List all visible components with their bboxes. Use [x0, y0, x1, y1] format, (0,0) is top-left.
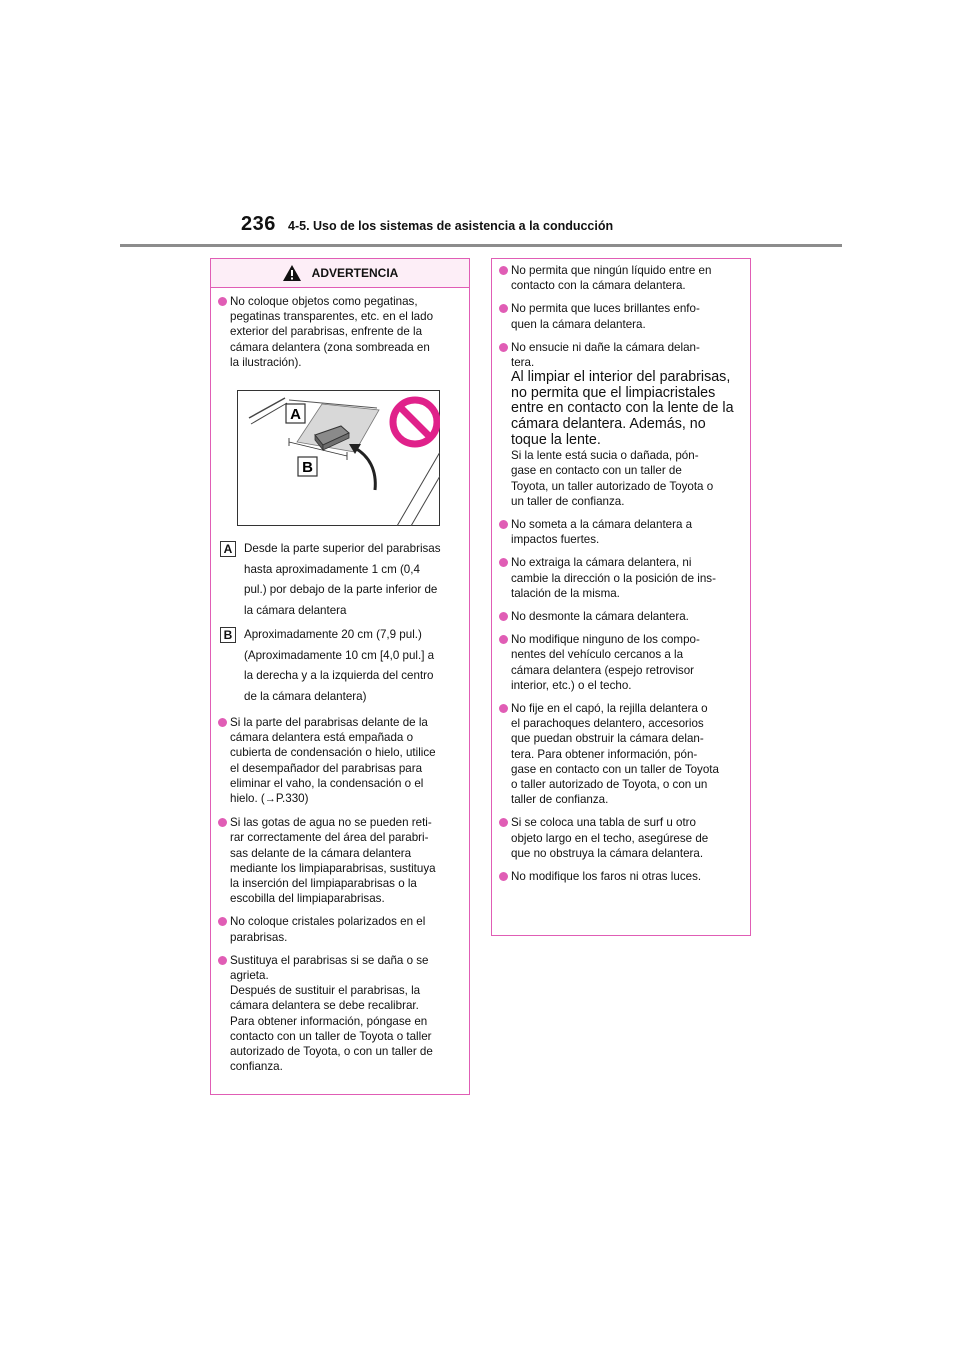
- bullet-icon: [499, 635, 508, 644]
- warning-box-right: [491, 258, 751, 936]
- header-rule: [120, 244, 842, 247]
- warning-triangle-icon: [282, 264, 302, 282]
- bullet-icon: [218, 718, 227, 727]
- legend-badge: B: [220, 627, 236, 643]
- bullet-icon: [218, 818, 227, 827]
- list-item: No modifique los faros ni otras luces.: [499, 869, 741, 884]
- list-item: No desmonte la cámara delantera.: [499, 609, 741, 624]
- list-item: Si la parte del parabrisas delante de la cámara delantera está empañada o cubierta de condensación o hielo, utilice el desempañador del parabrisas para eliminar el vaho, la condensación o el hielo. (→P.330): [218, 715, 460, 807]
- bullet-icon: [499, 558, 508, 567]
- bullet-icon: [499, 818, 508, 827]
- lens-warning-text: Al limpiar el interior del parabrisas, no permita que el limpiacristales entre en contacto con la lente de la cámara delantera. Además, no toque la lente.: [511, 369, 734, 448]
- list-item: Sustituya el parabrisas si se daña o se agrieta. Después de sustituir el parabrisas, la cámara delantera se debe recalibrar. Para obtener información, póngase en contacto con un taller de Toyota o taller autorizado de Toyota, o con un taller de confianza.: [218, 953, 460, 1075]
- warning-content-right: [492, 259, 750, 884]
- list-item: No modifique ninguno de los compo- nentes del vehículo cercanos a la cámara delantera (espejo retrovisor interior, etc.) o el techo.: [499, 632, 741, 693]
- bullet-icon: [218, 297, 227, 306]
- list-item: No extraiga la cámara delantera, ni cambie la dirección o la posición de ins- talación de la misma.: [499, 555, 741, 601]
- list-item: No permita que ningún líquido entre en contacto con la cámara delantera.: [499, 263, 741, 293]
- list-item: Si las gotas de agua no se pueden reti- rar correctamente del área del parabri- sas delante de la cámara delantera mediante los limpiaparabrisas, sustituya la inserción del limpiaparabrisas o la escobilla del limpiaparabrisas.: [218, 815, 460, 906]
- bullet-icon: [499, 266, 508, 275]
- bullet-icon: [499, 872, 508, 881]
- list-item: No coloque cristales polarizados en el parabrisas.: [218, 914, 460, 944]
- list-item: No someta a la cámara delantera a impactos fuertes.: [499, 517, 741, 547]
- list-item: No ensucie ni dañe la cámara delan- tera. Al limpiar el interior del parabrisas, no permita que el limpiacristales entre en contacto con la lente de la cámara delantera. Además, no toque la lente. Si la lente está sucia o dañada, pón- gase en contacto con un taller de Toyota, un taller autorizado de Toyota o un taller de confianza.: [499, 340, 741, 509]
- section-title: 4-5. Uso de los sistemas de asistencia a la conducción: [288, 219, 614, 233]
- bullet-icon: [499, 343, 508, 352]
- list-item: No fije en el capó, la rejilla delantera o el parachoques delantero, accesorios que puedan obstruir la cámara delan- tera. Para obtener información, pón- gase en contacto con un taller de Toyota o taller autorizado de Toyota, o con un taller de confianza.: [499, 701, 741, 807]
- bullet-icon: [218, 917, 227, 926]
- legend-item-a: A Desde la parte superior del parabrisas hasta aproximadamente 1 cm (0,4 pul.) por debajo de la parte inferior de la cámara delantera: [218, 539, 460, 621]
- illustration-label-a: A: [290, 406, 301, 424]
- warning-title: ADVERTENCIA: [311, 266, 399, 280]
- list-item: No permita que luces brillantes enfo- quen la cámara delantera.: [499, 301, 741, 331]
- page-reference-link[interactable]: P.330): [275, 792, 309, 806]
- lens-damage-text: Si la lente está sucia o dañada, pón- gase en contacto con un taller de Toyota, un taller autorizado de Toyota o un taller de confianza.: [511, 449, 714, 508]
- warning-header: [211, 259, 469, 288]
- bullet-icon: [499, 704, 508, 713]
- prohibition-icon: [393, 400, 437, 444]
- bullet-icon: [499, 612, 508, 621]
- bullet-icon: [499, 304, 508, 313]
- list-item: No coloque objetos como pegatinas, pegatinas transparentes, etc. en el lado exterior del parabrisas, enfrente de la cámara delantera (zona sombreada en la ilustración).: [218, 294, 460, 370]
- legend-item-b: B Aproximadamente 20 cm (7,9 pul.) (Aproximadamente 10 cm [4,0 pul.] a la derecha y a la izquierda del centro de la cámara delantera): [218, 625, 460, 707]
- bullet-icon: [499, 520, 508, 529]
- warning-content-left: [211, 288, 469, 1074]
- warning-box-left: [210, 258, 470, 1095]
- windshield-camera-illustration: [237, 390, 440, 526]
- arrow-right-icon: →: [264, 793, 276, 806]
- list-item: Si se coloca una tabla de surf u otro objeto largo en el techo, asegúrese de que no obstruya la cámara delantera.: [499, 815, 741, 861]
- page-number: 236: [241, 213, 276, 235]
- illustration-label-b: B: [302, 459, 313, 477]
- bullet-icon: [218, 956, 227, 965]
- legend-badge: A: [220, 541, 236, 557]
